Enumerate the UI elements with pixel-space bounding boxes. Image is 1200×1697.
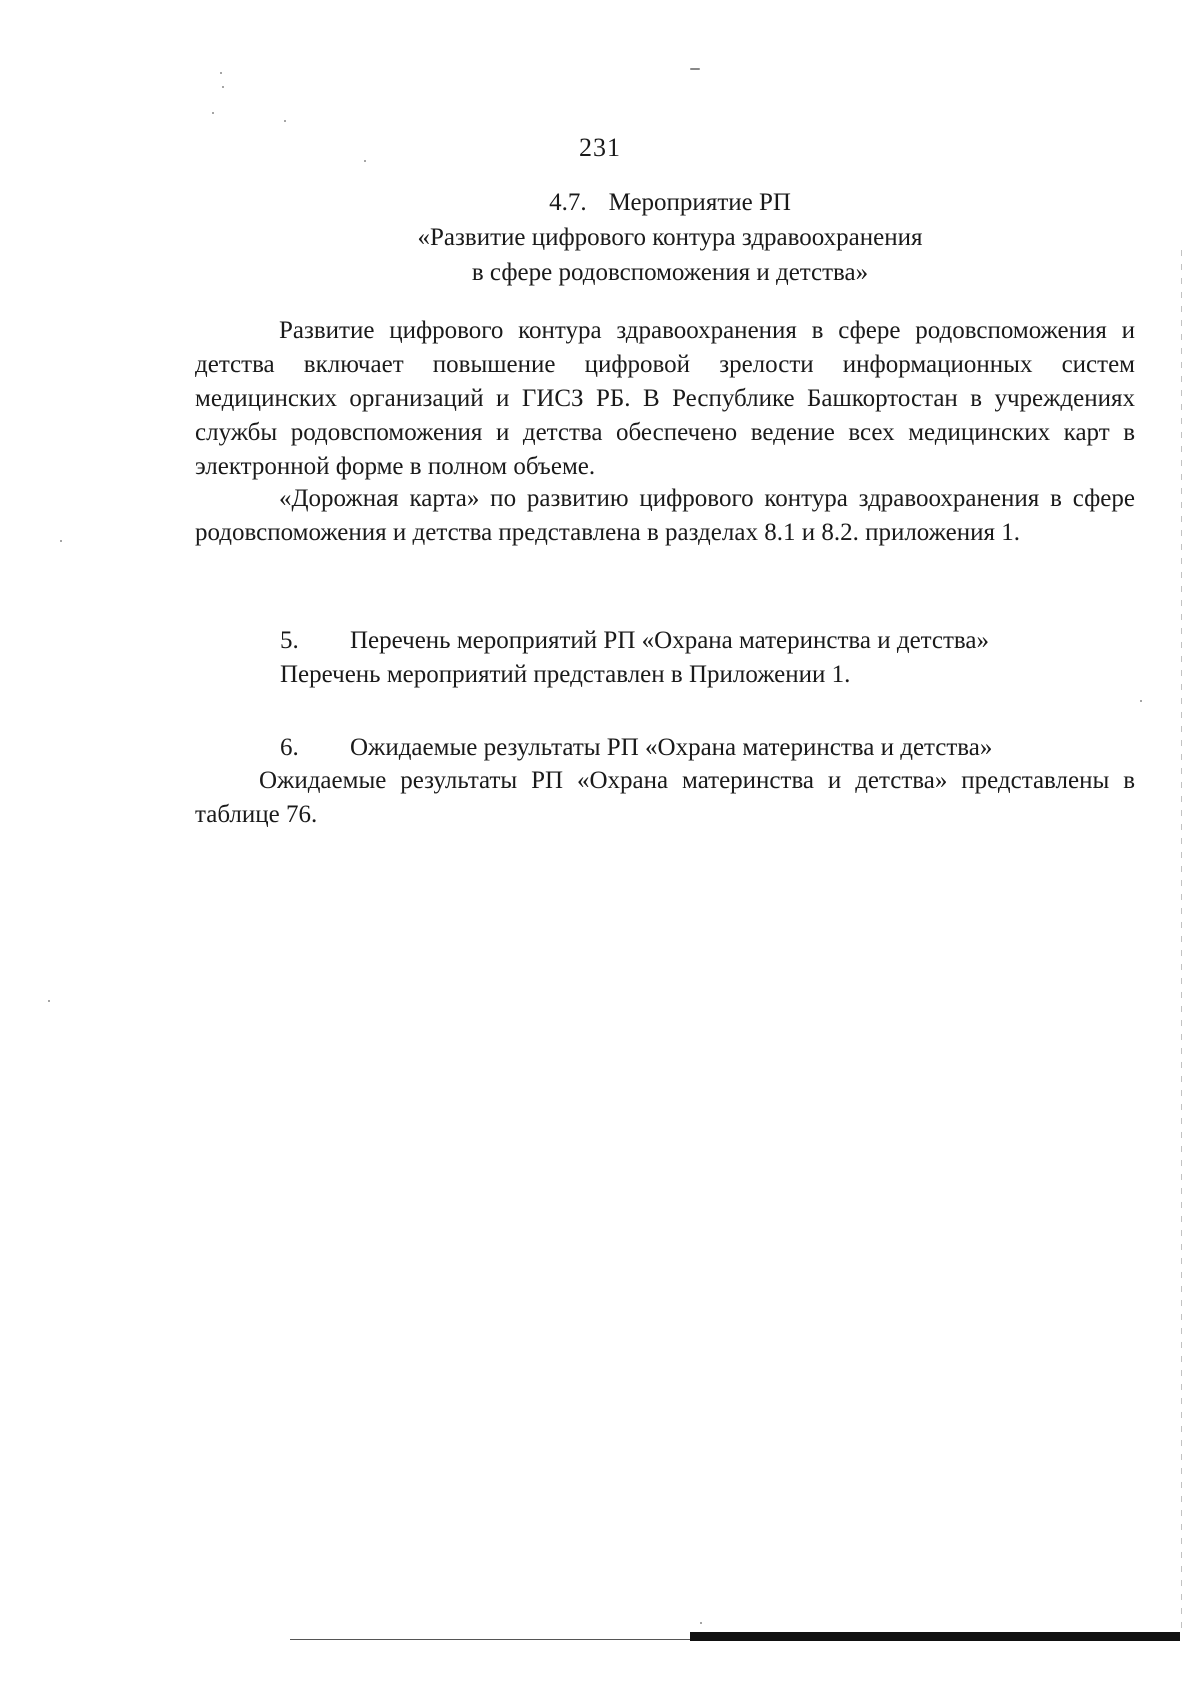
scan-edge-line [1181, 250, 1182, 1630]
section-6-heading [280, 731, 992, 765]
scan-speck [700, 1622, 702, 1624]
footer-rule-thin [290, 1639, 710, 1640]
scan-speck [1140, 700, 1142, 702]
paragraph-1: Развитие цифрового контура здравоохранения в сфере родовспоможения и детства включает повышение цифровой зрелости информационных систем медицинских организаций и ГИСЗ РБ. В Республике Башкортостан в учреждениях службы родовспоможения и детства обеспечено ведение всех медицинских карт в электронной форме в полном объеме. [195, 317, 1135, 480]
scan-speck [222, 86, 224, 88]
paragraph-2: «Дорожная карта» по развитию цифрового контура здравоохранения в сфере родовспоможения и детства представлена в разделах 8.1 и 8.2. приложения 1. [195, 485, 1135, 546]
section-5-title: Перечень мероприятий РП «Охрана материнства и детства» [350, 627, 990, 654]
footer-rule [290, 1632, 1180, 1640]
page-number: 231 [579, 133, 621, 162]
scan-speck [284, 120, 286, 122]
section-5-text: Перечень мероприятий представлен в Приложении 1. [280, 661, 851, 688]
section-5-heading [280, 624, 989, 658]
heading-title-line-2: «Развитие цифрового контура здравоохранения [417, 224, 923, 251]
paragraph-2-container [195, 482, 1135, 550]
section-6-text: Ожидаемые результаты РП «Охрана материнства и детства» представлены в таблице 76. [195, 767, 1135, 828]
section-heading-4-7 [250, 185, 1090, 290]
section-6-number: 6. [280, 734, 299, 761]
paragraph-1-container [195, 314, 1135, 484]
scan-speck [212, 112, 214, 114]
section-5-number: 5. [280, 627, 299, 654]
scan-speck [220, 72, 222, 74]
scan-speck [690, 68, 700, 70]
heading-title-line-1: Мероприятие РП [608, 189, 791, 216]
section-6-title: Ожидаемые результаты РП «Охрана материнства и детства» [350, 734, 993, 761]
heading-line-1 [250, 185, 1090, 220]
scan-speck [48, 1000, 50, 1002]
footer-rule-thick [690, 1632, 1180, 1641]
scan-speck [364, 160, 366, 162]
scan-speck [60, 540, 62, 542]
heading-title-line-3: в сфере родовспоможения и детства» [471, 259, 869, 286]
heading-number: 4.7. [549, 189, 587, 216]
